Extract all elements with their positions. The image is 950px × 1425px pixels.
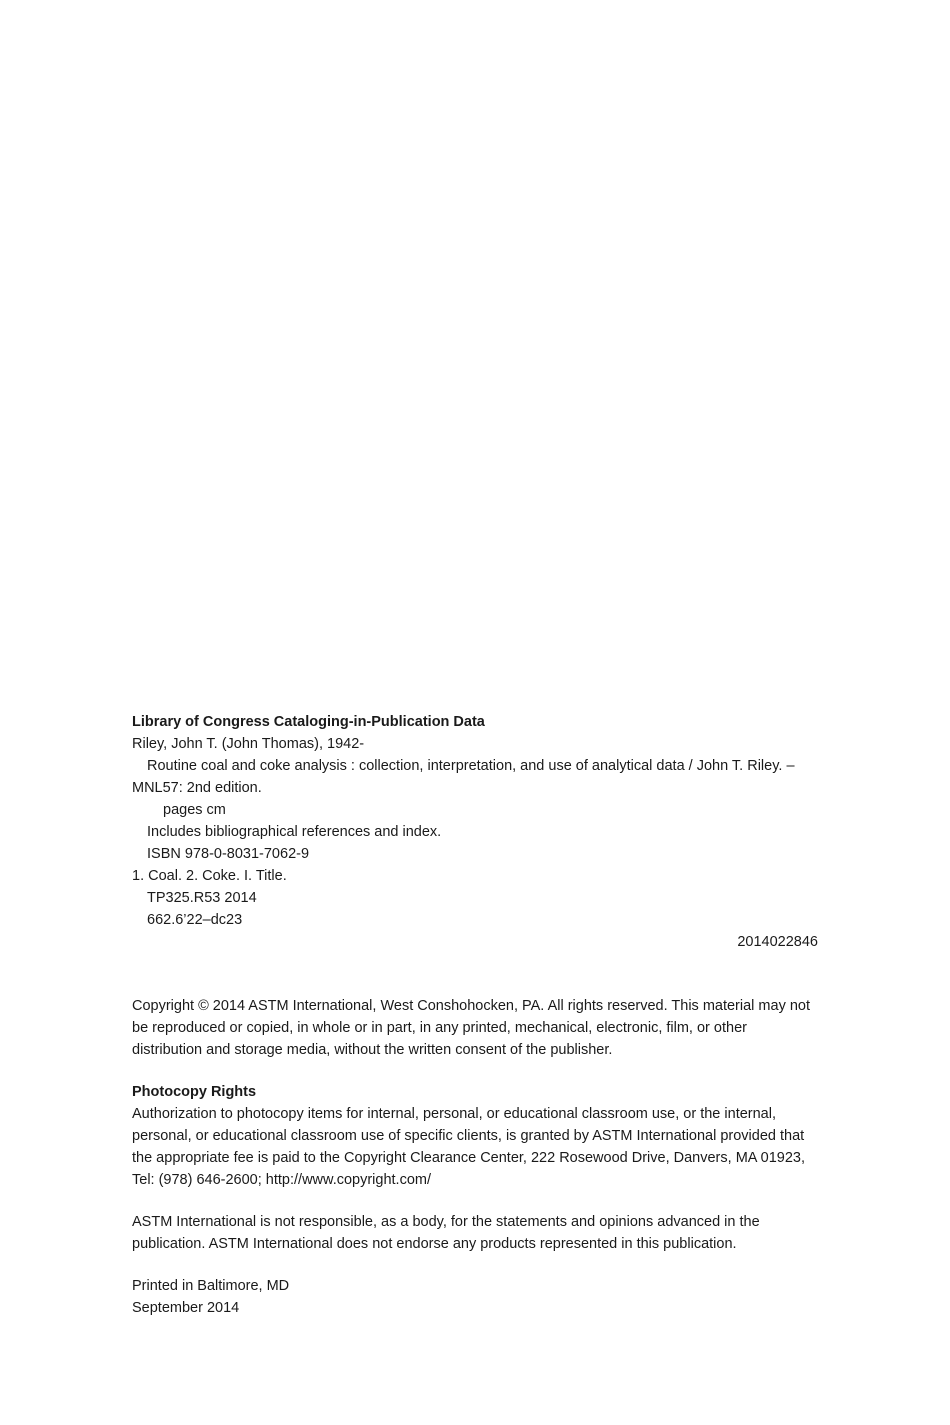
cip-title-line-2: MNL57: 2nd edition. bbox=[132, 780, 262, 796]
cip-heading: Library of Congress Cataloging-in-Publication Data bbox=[132, 714, 485, 730]
cip-dewey: 662.6’22–dc23 bbox=[147, 912, 243, 928]
spacer bbox=[132, 953, 818, 995]
cip-pages: pages cm bbox=[163, 802, 226, 818]
cip-author: Riley, John T. (John Thomas), 1942- bbox=[132, 736, 365, 752]
cip-subjects: 1. Coal. 2. Coke. I. Title. bbox=[132, 868, 287, 884]
spacer bbox=[132, 1191, 818, 1211]
cip-lc-class: TP325.R53 2014 bbox=[147, 890, 257, 906]
disclaimer-text: ASTM International is not responsible, as a body, for the statements and opinions advanced in the publication. ASTM International does not endorse any products represented in this publication. bbox=[132, 1214, 760, 1252]
photocopy-heading: Photocopy Rights bbox=[132, 1084, 257, 1100]
cip-title-line-1: Routine coal and coke analysis : collection, interpretation, and use of analytical data / John T. Riley. – bbox=[147, 758, 795, 774]
spacer bbox=[132, 1061, 818, 1081]
copyright-page-content bbox=[132, 711, 818, 1319]
spacer bbox=[132, 1255, 818, 1275]
printing-location: Printed in Baltimore, MD bbox=[132, 1278, 290, 1294]
printing-date: September 2014 bbox=[132, 1300, 240, 1316]
cip-includes: Includes bibliographical references and index. bbox=[147, 824, 442, 840]
printing-info bbox=[132, 1275, 818, 1319]
photocopy-section bbox=[132, 1081, 818, 1191]
photocopy-text: Authorization to photocopy items for internal, personal, or educational classroom use, or the internal, personal, or educational classroom use of specific clients, is granted by ASTM International provided that the appropriate fee is paid to the Copyright Clearance Center, 222 Rosewood Drive, Danvers, MA 01923, Tel: (978) 646-2600; http://www.copyright.com/ bbox=[132, 1106, 806, 1188]
cip-block bbox=[132, 711, 818, 953]
cip-lccn: 2014022846 bbox=[737, 934, 818, 950]
copyright-notice: Copyright © 2014 ASTM International, West Conshohocken, PA. All rights reserved. This material may not be reproduced or copied, in whole or in part, in any printed, mechanical, electronic, film, or other distribution and storage media, without the written consent of the publisher. bbox=[132, 998, 811, 1058]
cip-isbn: ISBN 978-0-8031-7062-9 bbox=[147, 846, 310, 862]
